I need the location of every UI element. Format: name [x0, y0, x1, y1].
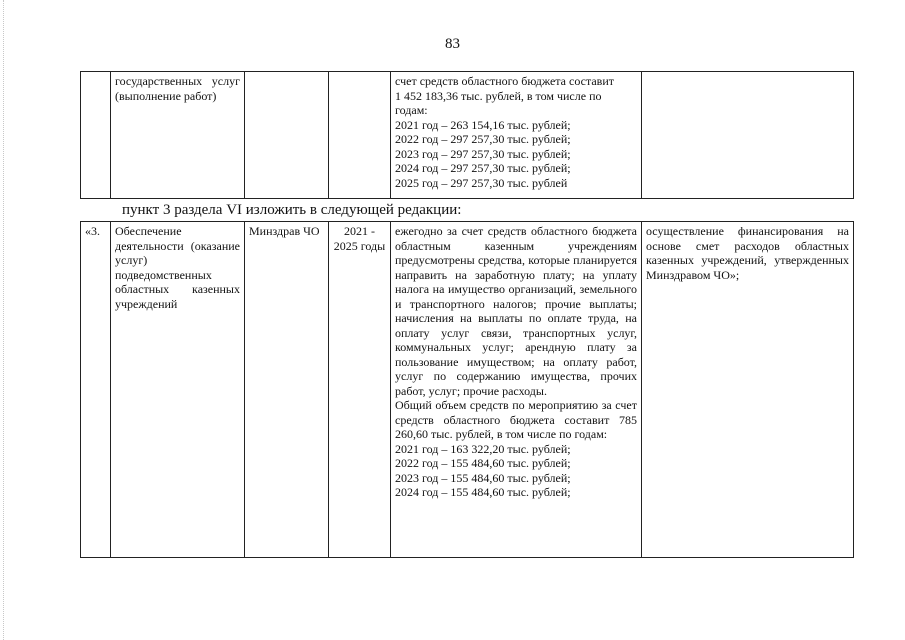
scan-edge-line: [3, 0, 5, 640]
cell-item-number: «3.: [81, 222, 111, 558]
year-line: 2022 год – 155 484,60 тыс. рублей;: [395, 456, 571, 470]
cell-result-empty: [642, 72, 854, 199]
cell-executor: Минздрав ЧО: [245, 222, 329, 558]
cell-result: осуществление финансирования на основе смет расходов областных казенных учреждений, утвержденных Минздравом ЧО»;: [642, 222, 854, 558]
cell-executor-empty: [245, 72, 329, 199]
table-amended-item: [80, 221, 854, 558]
cell-description: [391, 222, 642, 558]
total-volume-paragraph: Общий объем средств по мероприятию за счет средств областного бюджета составит 785 260,60 тыс. рублей, в том числе по годам:: [395, 398, 637, 441]
cell-number-empty: [81, 72, 111, 199]
cell-activity-name: государственных услуг (выполнение работ): [111, 72, 245, 199]
cell-description: [391, 72, 642, 199]
cell-activity-name: Обеспечение деятельности (оказание услуг) подведомственных областных казенных учреждений: [111, 222, 245, 558]
year-line: 2024 год – 155 484,60 тыс. рублей;: [395, 485, 571, 499]
table-continuation: [80, 71, 854, 199]
description-line: 1 452 183,36 тыс. рублей, в том числе по: [395, 88, 602, 103]
year-line: 2021 год – 263 154,16 тыс. рублей;: [395, 117, 571, 132]
cell-period: 2021 - 2025 годы: [329, 222, 391, 558]
page-number: 83: [445, 36, 460, 52]
description-line: годам:: [395, 103, 428, 117]
year-line: 2023 год – 155 484,60 тыс. рублей;: [395, 470, 571, 485]
amendment-instruction: пункт 3 раздела VI изложить в следующей редакции:: [122, 202, 462, 218]
year-line: 2025 год – 297 257,30 тыс. рублей: [395, 175, 568, 190]
year-line: 2022 год – 297 257,30 тыс. рублей;: [395, 132, 571, 146]
year-line: 2024 год – 297 257,30 тыс. рублей;: [395, 161, 571, 175]
description-paragraph: ежегодно за счет средств областного бюджета областным казенным учреждениям предусмотрены средства, которые планируется направить на заработную плату; на уплату налога на имущество организаций, земельного и транспортного налогов; прочие выплаты; начисления на выплаты по оплате труда, на оплату услуг связи, транспортных услуг, коммунальных услуг; арендную плату за пользование имуществом; на оплату работ, услуг по содержанию имущества, прочих работ, услуг; прочие расходы.: [395, 224, 637, 398]
year-line: 2023 год – 297 257,30 тыс. рублей;: [395, 146, 571, 161]
cell-period-empty: [329, 72, 391, 199]
description-line: счет средств областного бюджета составит: [395, 74, 615, 88]
year-line: 2021 год – 163 322,20 тыс. рублей;: [395, 441, 571, 456]
